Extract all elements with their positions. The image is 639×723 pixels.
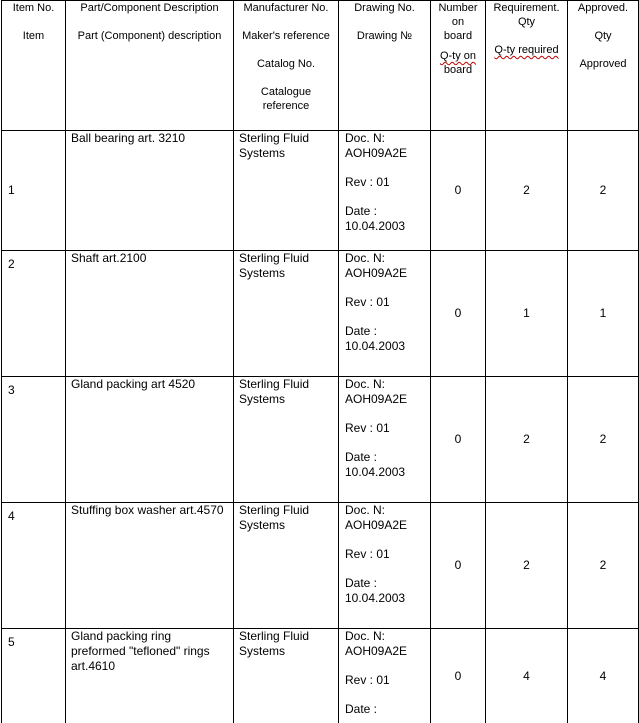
header-appr-qty: Qty [568, 29, 638, 43]
header-onboard [431, 1, 486, 131]
desc-line: Ball bearing art. 3210 [71, 131, 185, 145]
manu-line: Sterling Fluid [239, 251, 309, 265]
doc-label: Doc. N: [345, 131, 430, 146]
desc-line: Gland packing ring [71, 629, 171, 643]
date-value: 10.04.2003 [345, 339, 430, 354]
header-desc [66, 1, 234, 131]
header-onboard-4: Q-ty on [431, 49, 485, 63]
qty-approved: 2 [568, 377, 639, 503]
desc-line: art.4610 [71, 659, 115, 673]
header-onboard-5: board [431, 63, 485, 77]
table-row [2, 629, 639, 723]
manufacturer [234, 251, 339, 377]
date-label: Date : [345, 204, 430, 219]
qty-required: 1 [486, 251, 568, 377]
header-req-ru: Q-ty required [486, 43, 567, 57]
manu-line: Systems [239, 518, 285, 532]
header-appr [568, 1, 639, 131]
revision: Rev : 01 [345, 295, 430, 310]
header-manu-en: Manufacturer No. [234, 1, 338, 15]
revision: Rev : 01 [345, 673, 430, 688]
header-item-ru: Item [2, 29, 65, 43]
header-catalogue-ref: reference [234, 99, 338, 113]
header-onboard-2: on [431, 15, 485, 29]
doc-label: Doc. N: [345, 377, 430, 392]
qty-required: 2 [486, 131, 568, 251]
table-row [2, 377, 639, 503]
qty-on-board: 0 [431, 251, 486, 377]
doc-label: Doc. N: [345, 251, 430, 266]
header-desc-ru: Part (Component) description [66, 29, 233, 43]
doc-code: AOH09A2E [345, 146, 430, 161]
drawing-ref [339, 377, 431, 503]
doc-code: AOH09A2E [345, 392, 430, 407]
header-appr-ru: Approved [568, 57, 638, 71]
item-number: 3 [2, 377, 66, 503]
header-item-en: Item No. [2, 1, 65, 15]
header-draw-ru: Drawing № [339, 29, 430, 43]
date-value: 10.04.2003 [345, 465, 430, 480]
part-description [66, 131, 234, 251]
header-catalog-en: Catalog No. [234, 57, 338, 71]
date-value: 10.04.2003 [345, 591, 430, 606]
manufacturer [234, 629, 339, 723]
date-label: Date : [345, 576, 430, 591]
drawing-ref [339, 131, 431, 251]
date-value: 10.04.2003 [345, 219, 430, 234]
item-number: 1 [2, 131, 66, 251]
manufacturer [234, 131, 339, 251]
qty-on-board: 0 [431, 629, 486, 723]
doc-code: AOH09A2E [345, 518, 430, 533]
drawing-ref [339, 251, 431, 377]
manu-line: Systems [239, 146, 285, 160]
revision: Rev : 01 [345, 175, 430, 190]
drawing-ref [339, 629, 431, 723]
header-onboard-1: Number [431, 1, 485, 15]
revision: Rev : 01 [345, 547, 430, 562]
qty-approved: 2 [568, 131, 639, 251]
doc-label: Doc. N: [345, 503, 430, 518]
qty-approved: 4 [568, 629, 639, 723]
drawing-ref [339, 503, 431, 629]
manu-line: Sterling Fluid [239, 131, 309, 145]
part-description [66, 251, 234, 377]
manu-line: Systems [239, 644, 285, 658]
doc-code: AOH09A2E [345, 266, 430, 281]
header-item [2, 1, 66, 131]
doc-label: Doc. N: [345, 629, 430, 644]
date-label: Date : [345, 702, 430, 717]
desc-line: Gland packing art 4520 [71, 377, 195, 391]
header-manu-ref: Maker's reference [234, 29, 338, 43]
table-row [2, 503, 639, 629]
date-label: Date : [345, 324, 430, 339]
part-description [66, 629, 234, 723]
header-desc-en: Part/Component Description [66, 1, 233, 15]
qty-on-board: 0 [431, 503, 486, 629]
header-appr-en: Approved. [568, 1, 638, 15]
parts-table [1, 0, 639, 723]
part-description [66, 503, 234, 629]
header-manu [234, 1, 339, 131]
revision: Rev : 01 [345, 421, 430, 436]
item-number: 4 [2, 503, 66, 629]
header-onboard-3: board [431, 29, 485, 43]
item-number: 2 [2, 251, 66, 377]
qty-approved: 1 [568, 251, 639, 377]
table-row [2, 131, 639, 251]
date-label: Date : [345, 450, 430, 465]
qty-on-board: 0 [431, 131, 486, 251]
manu-line: Sterling Fluid [239, 377, 309, 391]
header-draw [339, 1, 431, 131]
manu-line: Systems [239, 266, 285, 280]
manufacturer [234, 377, 339, 503]
qty-required: 4 [486, 629, 568, 723]
manu-line: Systems [239, 392, 285, 406]
header-catalogue: Catalogue [234, 85, 338, 99]
item-number: 5 [2, 629, 66, 723]
qty-required: 2 [486, 503, 568, 629]
manufacturer [234, 503, 339, 629]
header-req-en: Requirement. [486, 1, 567, 15]
qty-on-board: 0 [431, 377, 486, 503]
manu-line: Sterling Fluid [239, 629, 309, 643]
part-description [66, 377, 234, 503]
desc-line: Stuffing box washer art.4570 [71, 503, 224, 517]
desc-line: Shaft art.2100 [71, 251, 146, 265]
header-draw-en: Drawing No. [339, 1, 430, 15]
qty-required: 2 [486, 377, 568, 503]
desc-line: preformed "tefloned" rings [71, 644, 210, 658]
header-req-qty: Qty [486, 15, 567, 29]
header-req [486, 1, 568, 131]
header-row [2, 1, 639, 131]
table-row [2, 251, 639, 377]
qty-approved: 2 [568, 503, 639, 629]
manu-line: Sterling Fluid [239, 503, 309, 517]
doc-code: AOH09A2E [345, 644, 430, 659]
